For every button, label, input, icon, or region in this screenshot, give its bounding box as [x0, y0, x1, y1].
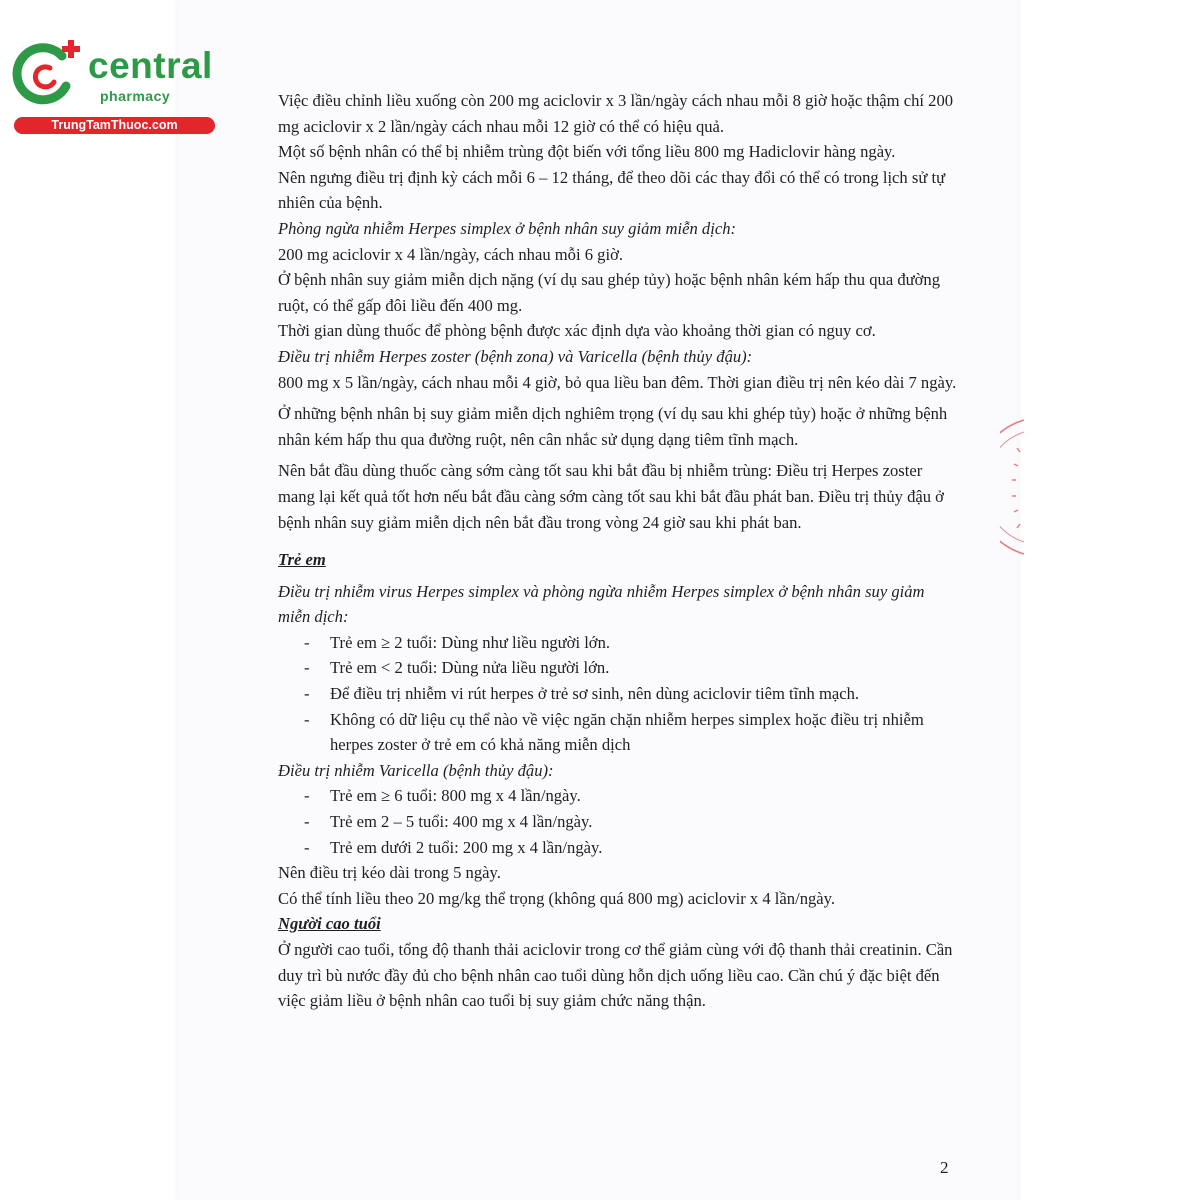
paragraph: 200 mg aciclovir x 4 lần/ngày, cách nhau mỗi 6 giờ.: [278, 244, 624, 264]
list-item: - Trẻ em ≥ 2 tuổi: Dùng như liều người lớn.: [278, 630, 958, 656]
paragraph: Việc điều chỉnh liều xuống còn 200 mg aciclovir x 3 lần/ngày cách nhau mỗi 8 giờ hoặc thậm chí 200 mg aciclovir x 2 lần/ngày cách nhau mỗi 12 giờ có thể có hiệu quả.: [278, 91, 954, 136]
section-heading-elderly: Người cao tuổi: [278, 914, 381, 934]
list-item: - Trẻ em dưới 2 tuổi: 200 mg x 4 lần/ngày.: [278, 835, 958, 861]
children-varicella-list: [278, 783, 958, 860]
paragraph: Thời gian dùng thuốc để phòng bệnh được xác định dựa vào khoảng thời gian có nguy cơ.: [278, 321, 876, 341]
paragraph: Ở bệnh nhân suy giảm miễn dịch nặng (ví dụ sau ghép tủy) hoặc bệnh nhân kém hấp thu qua đường ruột, có thể gấp đôi liều đến 400 mg.: [278, 270, 941, 315]
children-herpes-list: [278, 630, 958, 758]
paragraph: Ở những bệnh nhân bị suy giảm miễn dịch nghiêm trọng (ví dụ sau khi ghép tủy) hoặc ở những bệnh nhân kém hấp thu qua đường ruột, nên cân nhắc sử dụng dạng tiêm tĩnh mạch.: [278, 404, 948, 449]
paragraph: Ở người cao tuổi, tổng độ thanh thải aciclovir trong cơ thể giảm cùng với độ thanh thải creatinin. Cần duy trì bù nước đầy đủ cho bệnh nhân cao tuổi dùng hỗn dịch uống liều cao. Cần chú ý đặc biệt đến việc giảm liều ở bệnh nhân cao tuổi bị suy giảm chức năng thận.: [278, 940, 953, 1011]
subheading-children-herpes: Điều trị nhiễm virus Herpes simplex và phòng ngừa nhiễm Herpes simplex ở bệnh nhân suy giảm miễn dịch:: [278, 581, 925, 627]
logo-subtitle: pharmacy: [100, 88, 171, 104]
list-item: - Trẻ em < 2 tuổi: Dùng nửa liều người lớn.: [278, 655, 958, 681]
paragraph: Nên ngưng điều trị định kỳ cách mỗi 6 – 12 tháng, để theo dõi các thay đổi có thể có trong lịch sử tự nhiên của bệnh.: [278, 167, 946, 213]
subheading-zoster: Điều trị nhiễm Herpes zoster (bệnh zona) và Varicella (bệnh thủy đậu):: [278, 346, 753, 366]
document-body: [278, 88, 958, 1014]
red-stamp-partial-icon: [1000, 418, 1026, 556]
subheading-children-varicella: Điều trị nhiễm Varicella (bệnh thủy đậu):: [278, 760, 554, 780]
logo-website: TrungTamThuoc.com: [14, 117, 215, 134]
logo-name: central: [88, 45, 213, 86]
page-number: 2: [940, 1158, 949, 1177]
pharmacy-cross-logo-icon: [10, 38, 90, 108]
paragraph: 800 mg x 5 lần/ngày, cách nhau mỗi 4 giờ, bỏ qua liều ban đêm. Thời gian điều trị nên kéo dài 7 ngày.: [278, 372, 957, 392]
subheading-prevention: Phòng ngừa nhiễm Herpes simplex ở bệnh nhân suy giảm miễn dịch:: [278, 218, 737, 238]
list-item: - Không có dữ liệu cụ thể nào về việc ngăn chặn nhiễm herpes simplex hoặc điều trị nhiễm herpes zoster ở trẻ em có khả năng miễn dịch: [278, 707, 958, 758]
paragraph: Có thể tính liều theo 20 mg/kg thể trọng (không quá 800 mg) aciclovir x 4 lần/ngày.: [278, 888, 836, 908]
paragraph: Một số bệnh nhân có thể bị nhiễm trùng đột biến với tổng liều 800 mg Hadiclovir hàng ngày.: [278, 142, 896, 162]
paragraph: Nên điều trị kéo dài trong 5 ngày.: [278, 863, 501, 883]
list-item: - Trẻ em ≥ 6 tuổi: 800 mg x 4 lần/ngày.: [278, 783, 958, 809]
section-heading-children: Trẻ em: [278, 550, 326, 570]
paragraph: Nên bắt đầu dùng thuốc càng sớm càng tốt sau khi bắt đầu bị nhiễm trùng: Điều trị Herpes zoster mang lại kết quả tốt hơn nếu bắt đầu càng sớm càng tốt sau khi bắt đầu phát ban. Điều trị thủy đậu ở bệnh nhân suy giảm miễn dịch nên bắt đầu trong vòng 24 giờ sau khi phát ban.: [278, 461, 944, 532]
list-item: - Để điều trị nhiễm vi rút herpes ở trẻ sơ sinh, nên dùng aciclovir tiêm tĩnh mạch.: [278, 681, 958, 707]
central-pharmacy-logo[interactable]: [10, 38, 215, 138]
list-item: - Trẻ em 2 – 5 tuổi: 400 mg x 4 lần/ngày.: [278, 809, 958, 835]
